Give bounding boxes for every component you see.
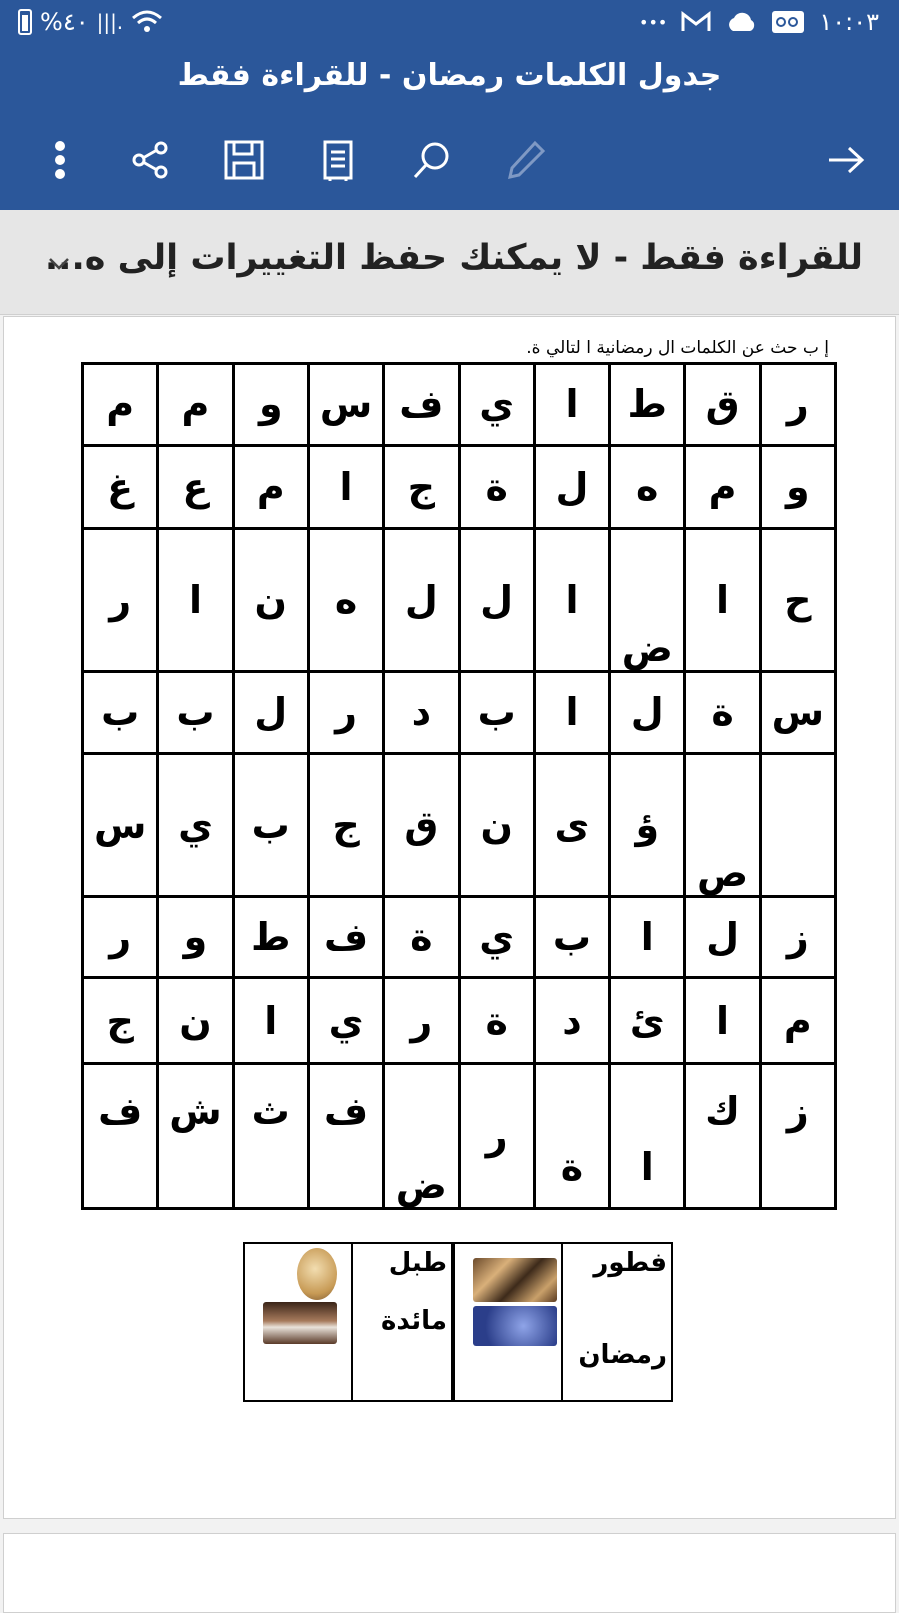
grid-cell: ؤ [610,753,685,896]
grid-cell: ل [534,445,609,529]
grid-cell: ة [384,896,459,978]
grid-cell: ج [384,445,459,529]
grid-cell: د [534,978,609,1064]
grid-cell: ر [83,896,158,978]
legend-row [244,1243,672,1401]
grid-cell [384,1064,459,1209]
grid-cell: ه [308,529,383,672]
grid-cell: ا [158,529,233,672]
grid-cell: س [308,364,383,446]
grid-cell: ر [308,672,383,754]
grid-cell [685,1064,760,1209]
instruction-text: إ ب حث عن الكلمات ال رمضانية ا لتالي ة. [526,338,829,358]
iftar-food-image [473,1258,557,1302]
legend-word-maeda: مائدة [381,1306,447,1336]
grid-cell: ب [233,753,308,896]
grid-cell: ل [459,529,534,672]
word-search-grid [81,362,837,1210]
wifi-icon [131,9,163,35]
more-vert-icon[interactable] [34,134,86,186]
grid-cell-letter: ف [323,1089,369,1134]
grid-cell-letter: ش [169,1089,222,1134]
grid-cell: س [83,753,158,896]
grid-cell: ا [308,445,383,529]
read-only-banner[interactable] [0,210,899,315]
grid-cell: م [83,364,158,446]
legend-word-ramadan: رمضان [578,1340,667,1370]
grid-cell-letter: ص [696,850,749,895]
grid-cell: ر [760,364,835,446]
ramadan-kareem-card-image [473,1306,557,1346]
grid-cell: ب [83,672,158,754]
grid-cell [83,1064,158,1209]
chevron-down-icon[interactable] [44,248,74,278]
grid-cell [233,1064,308,1209]
legend-word-cell [562,1243,672,1401]
grid-cell: ج [83,978,158,1064]
grid-cell: ة [459,978,534,1064]
grid-cell: ر [384,978,459,1064]
grid-cell-letter: ا [640,1145,654,1189]
grid-cell: ق [685,364,760,446]
grid-cell: ر [459,1064,534,1209]
grid-cell: ب [459,672,534,754]
grid-cell [308,1064,383,1209]
reading-view-icon[interactable] [312,134,364,186]
toolbar [0,110,899,210]
grid-cell-letter: ث [251,1089,290,1134]
legend-word-futoor: فطور [593,1248,667,1278]
grid-cell [610,529,685,672]
grid-cell: ه [610,445,685,529]
grid-cell: ن [459,753,534,896]
grid-row [83,1064,836,1209]
grid-row [83,364,836,446]
grid-cell: ط [233,896,308,978]
grid-cell: ل [610,672,685,754]
gmail-icon [681,11,711,33]
grid-cell-letter: ف [98,1089,143,1134]
grid-cell: ا [685,529,760,672]
grid-cell: م [233,445,308,529]
grid-cell: ا [233,978,308,1064]
grid-cell: ج [308,753,383,896]
grid-cell-letter: ة [560,1145,584,1189]
grid-cell: ح [760,529,835,672]
word-legend-table [243,1242,673,1402]
save-icon[interactable] [218,134,270,186]
grid-cell: ى [534,753,609,896]
grid-cell: ل [685,896,760,978]
grid-cell: ي [158,753,233,896]
grid-cell-letter: ز [786,1089,809,1134]
drum-image [297,1248,337,1300]
search-icon[interactable] [406,134,458,186]
grid-cell: ب [158,672,233,754]
grid-cell: ف [384,364,459,446]
grid-cell: ب [534,896,609,978]
legend-word-tabl: طبل [388,1248,447,1278]
grid-row [83,529,836,672]
grid-cell: ا [534,672,609,754]
edit-icon[interactable] [500,134,552,186]
status-right [639,8,879,36]
grid-cell-letter: ض [395,1163,447,1207]
clock: ١٠:٠٣ [819,8,879,36]
grid-cell: ة [685,672,760,754]
grid-cell: ا [534,529,609,672]
status-bar [0,0,899,46]
legend-word-cell [352,1243,453,1401]
grid-cell: ي [459,896,534,978]
grid-row [83,445,836,529]
grid-cell: و [233,364,308,446]
battery-icon [18,9,32,35]
grid-row [83,978,836,1064]
grid-cell: ئ [610,978,685,1064]
grid-cell [760,1064,835,1209]
grid-cell: ا [534,364,609,446]
grid-cell: ا [685,978,760,1064]
grid-cell: ق [384,753,459,896]
grid-cell [685,753,760,896]
grid-cell: م [760,978,835,1064]
grid-cell [158,1064,233,1209]
grid-cell: و [158,896,233,978]
grid-cell: ي [459,364,534,446]
document-title: جدول الكلمات رمضان - للقراءة فقط [177,58,722,93]
status-left [18,8,163,36]
grid-cell: ي [308,978,383,1064]
grid-cell: ر [83,529,158,672]
grid-cell: ف [308,896,383,978]
grid-cell: د [384,672,459,754]
grid-cell [610,1064,685,1209]
read-only-message: للقراءة فقط - لا يمكنك حفظ التغييرات إلى ه... [44,238,863,278]
grid-cell: ن [233,529,308,672]
grid-cell: ل [384,529,459,672]
grid-cell: س [760,672,835,754]
grid-cell: ا [610,896,685,978]
title-bar [0,46,899,110]
grid-cell [760,753,835,896]
grid-cell: ز [760,896,835,978]
grid-row [83,753,836,896]
grid-cell: ع [158,445,233,529]
dining-table-image [263,1302,337,1344]
voicemail-icon [771,10,805,34]
signal-icon: |||. [96,10,124,34]
grid-cell [534,1064,609,1209]
document-page-next [3,1533,896,1613]
grid-cell-letter: ك [705,1089,740,1134]
grid-cell: و [760,445,835,529]
legend-image-cell [244,1243,352,1401]
grid-cell: م [685,445,760,529]
grid-cell: ن [158,978,233,1064]
battery-percent: %٤٠ [40,8,89,36]
forward-arrow-icon[interactable] [820,134,872,186]
grid-cell: م [158,364,233,446]
grid-cell-letter: ض [621,626,673,671]
grid-cell: ل [233,672,308,754]
legend-image-cell [453,1243,562,1401]
grid-cell: ط [610,364,685,446]
grid-row [83,896,836,978]
share-icon[interactable] [124,134,176,186]
more-notifications: ••• [639,12,668,32]
grid-cell: غ [83,445,158,529]
grid-cell: ة [459,445,534,529]
grid-row [83,672,836,754]
cloud-icon [725,11,757,33]
